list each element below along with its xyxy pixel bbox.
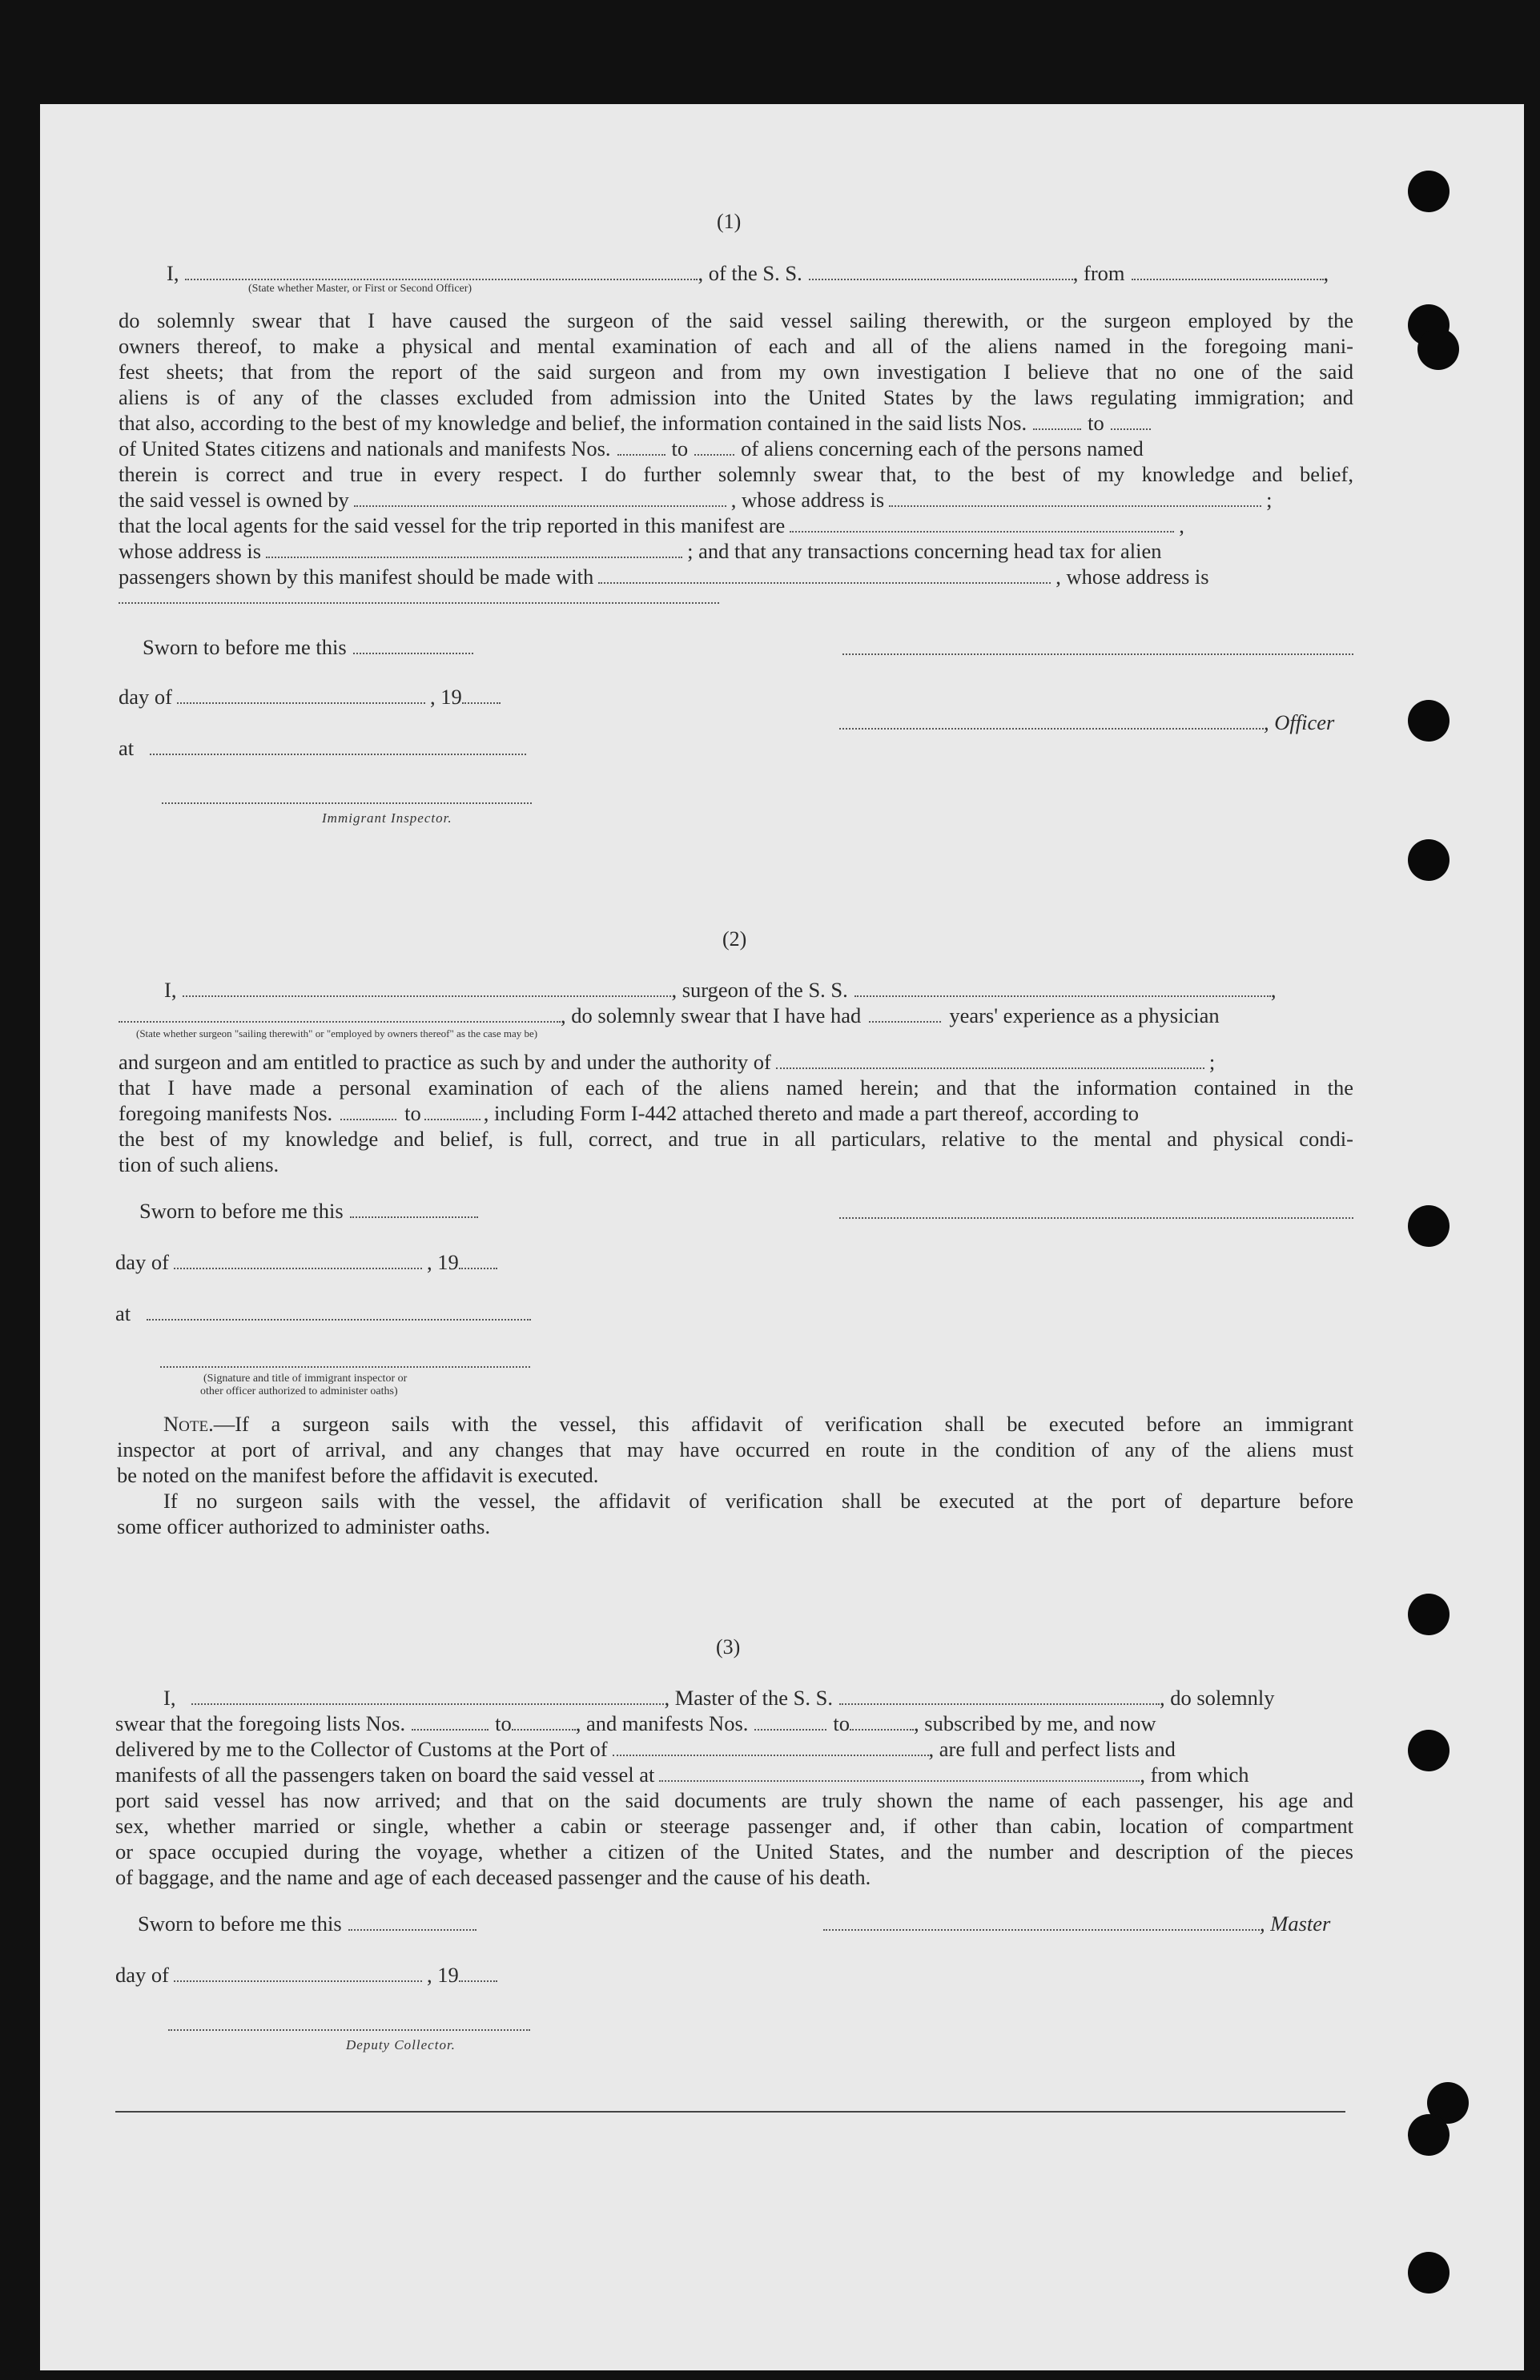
surgeon-type-note: (State whether surgeon "sailing therewith" or "employed by owners thereof" as the case may be) xyxy=(136,1027,538,1039)
section-number: (1) xyxy=(717,210,742,233)
s1-para-line: passengers shown by this manifest should be made with , whose address is xyxy=(119,565,1209,589)
s3-line-4: manifests of all the passengers taken on board the said vessel at , from which xyxy=(115,1763,1249,1787)
s1-para-line: therein is correct and true in every respect. I do further solemnly swear that, to the best of my knowledge and belief, xyxy=(119,462,1353,486)
s1-para-line: whose address is ; and that any transactions concerning head tax for alien xyxy=(119,539,1162,563)
s1-day: day of , 19 xyxy=(119,684,501,710)
binder-hole xyxy=(1408,2114,1450,2156)
inspector-caption: Immigrant Inspector. xyxy=(322,810,452,826)
s1-para-line: the said vessel is owned by , whose address is ; xyxy=(119,488,1273,512)
s3-line-3: delivered by me to the Collector of Customs at the Port of , are full and perfect lists and xyxy=(115,1737,1176,1761)
binder-hole xyxy=(1408,171,1450,212)
s2-para-line: the best of my knowledge and belief, is full, correct, and true in all particulars, relative to the mental and physical condi- xyxy=(119,1127,1353,1151)
s1-para-line: do solemnly swear that I have caused the surgeon of the said vessel sailing therewith, or the surgeon employed by the xyxy=(119,308,1353,332)
s2-para-line: tion of such aliens. xyxy=(119,1152,279,1176)
s2-para-line: that I have made a personal examination of each of the aliens named herein; and that the information contained in the xyxy=(119,1075,1353,1100)
note-line: If no surgeon sails with the vessel, the affidavit of verification shall be executed at the port of departure before xyxy=(163,1489,1353,1513)
signature-caption-2: other officer authorized to administer oaths) xyxy=(200,1385,398,1397)
s3-day: day of , 19 xyxy=(115,1962,497,1988)
note-line: Note.—If a surgeon sails with the vessel, this affidavit of verification shall be executed before an immigrant xyxy=(163,1412,1353,1436)
s2-line-1: I, , surgeon of the S. S. , xyxy=(164,978,1277,1002)
s3-para-line: port said vessel has now arrived; and that on the said documents are truly shown the name of each passenger, his age and xyxy=(115,1788,1353,1812)
s3-line-2: swear that the foregoing lists Nos. to , and manifests Nos. to , subscribed by me, and now xyxy=(115,1711,1156,1735)
binder-hole xyxy=(1408,1730,1450,1771)
s3-para-line: of baggage, and the name and age of each deceased passenger and the cause of his death. xyxy=(115,1865,871,1889)
s1-para-line: that the local agents for the said vessel for the trip reported in this manifest are , xyxy=(119,513,1184,537)
note-line: some officer authorized to administer oaths. xyxy=(117,1514,491,1538)
binder-hole xyxy=(1408,700,1450,742)
s2-at: at xyxy=(115,1301,531,1326)
s1-sworn: Sworn to before me this xyxy=(143,634,473,660)
binder-hole xyxy=(1417,328,1459,370)
s1-para-line: fest sheets; that from the report of the said surgeon and from my own investigation I believe that no one of the said xyxy=(119,360,1353,384)
s1-para-line: aliens is of any of the classes excluded from admission into the United States by the laws regulating immigration; and xyxy=(119,385,1353,409)
signature-line xyxy=(842,653,1353,655)
note-line: be noted on the manifest before the affidavit is executed. xyxy=(117,1463,599,1487)
s2-sworn: Sworn to before me this xyxy=(139,1198,478,1224)
section-number: (3) xyxy=(716,1635,741,1658)
s2-para-line: and surgeon and am entitled to practice as such by and under the authority of ; xyxy=(119,1050,1216,1074)
s3-para-line: sex, whether married or single, whether a cabin or steerage passenger and, if other than cabin, location of compartment xyxy=(115,1814,1353,1838)
s1-line-1: I, , of the S. S. , from , xyxy=(167,261,1329,285)
s3-line-1: I, , Master of the S. S. , do solemnly xyxy=(163,1686,1275,1710)
s3-para-line: or space occupied during the voyage, whether a citizen of the United States, and the number and description of the pieces xyxy=(115,1839,1353,1863)
s1-at: at xyxy=(119,735,526,761)
binder-hole xyxy=(1408,1594,1450,1635)
binder-hole xyxy=(1408,839,1450,881)
s1-para-line: that also, according to the best of my knowledge and belief, the information contained in the said lists Nos. to xyxy=(119,410,1353,436)
s2-para-line: foregoing manifests Nos. to , including Form I-442 attached thereto and made a part thereof, according to xyxy=(119,1101,1140,1125)
s2-line-2: , do solemnly swear that I have had years' experience as a physician xyxy=(119,1003,1353,1028)
inspector-signature-line xyxy=(160,1366,530,1368)
inspector-signature-line xyxy=(162,802,532,804)
bottom-rule xyxy=(115,2111,1345,2113)
collector-caption: Deputy Collector. xyxy=(346,2037,456,2052)
s2-day: day of , 19 xyxy=(115,1249,497,1275)
s1-para-line: owners thereof, to make a physical and mental examination of each and all of the aliens named in the foregoing mani- xyxy=(119,334,1353,358)
s3-sworn: Sworn to before me this xyxy=(138,1911,476,1936)
section-number: (2) xyxy=(722,927,747,951)
s1-para-line: of United States citizens and nationals and manifests Nos. to of aliens concerning each of the persons named xyxy=(119,436,1144,460)
binder-hole xyxy=(1408,1205,1450,1247)
address-blank-line xyxy=(119,602,719,604)
binder-hole xyxy=(1408,2252,1450,2294)
surgeon-signature-line xyxy=(839,1217,1353,1219)
collector-signature-line xyxy=(168,2029,530,2031)
signature-caption-1: (Signature and title of immigrant inspector or xyxy=(203,1373,408,1385)
note-line: inspector at port of arrival, and any changes that may have occurred en route in the condition of any of the aliens must xyxy=(117,1437,1353,1461)
officer-title-note: (State whether Master, or First or Second Officer) xyxy=(248,283,472,295)
s1-officer-line: , Officer xyxy=(839,710,1334,735)
s3-master-line: , Master xyxy=(823,1911,1330,1936)
